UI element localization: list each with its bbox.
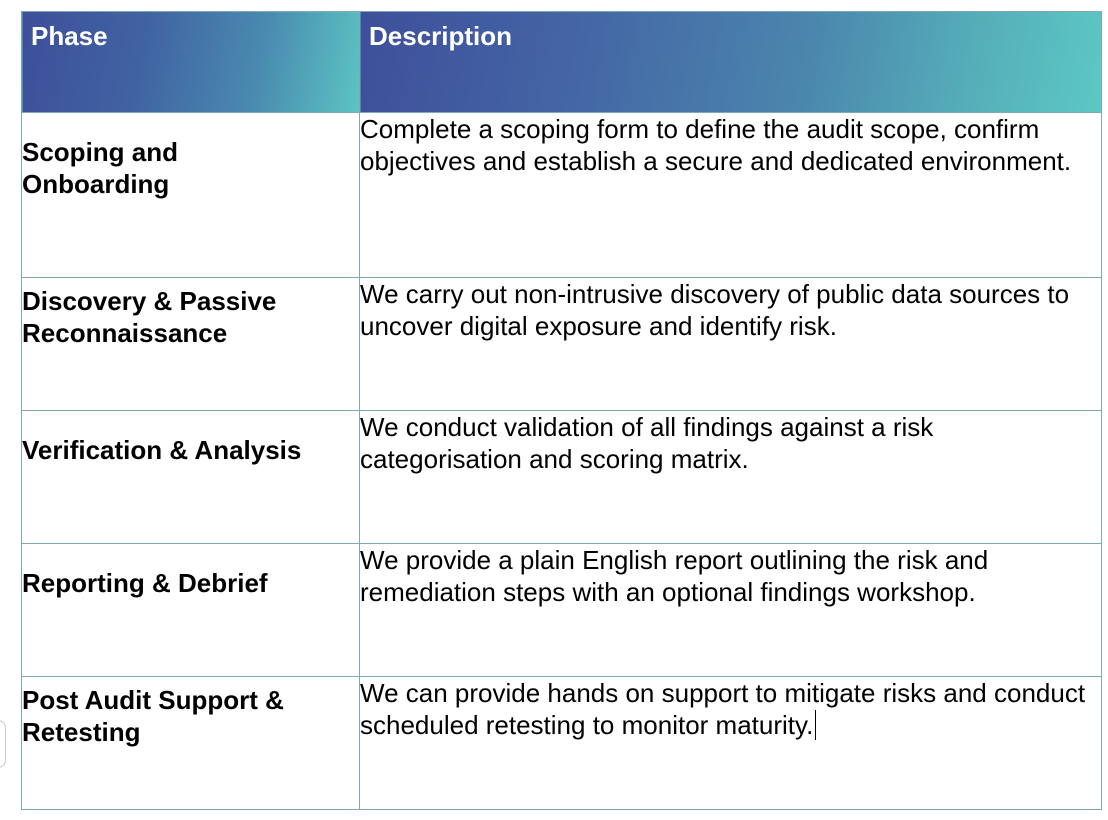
- phase-cell[interactable]: [22, 278, 360, 411]
- description-text: Complete a scoping form to define the audit scope, confirm objectives and establish a secure and dedicated environment.: [360, 114, 1072, 176]
- phase-name-line-2: Onboarding: [22, 169, 170, 199]
- description-cell[interactable]: [360, 544, 1102, 677]
- header-phase[interactable]: Phase: [22, 12, 360, 113]
- header-description[interactable]: Description: [360, 12, 1102, 113]
- phase-name: Reporting & Debrief: [22, 568, 268, 598]
- phase-name-line-1: Discovery & Passive: [22, 286, 277, 316]
- text-cursor: [815, 710, 816, 740]
- phase-name-line-2: Retesting: [22, 717, 141, 747]
- table-header-row: [22, 12, 1102, 113]
- phase-cell[interactable]: [22, 113, 360, 278]
- table-row: [22, 544, 1102, 677]
- phase-cell[interactable]: [22, 411, 360, 544]
- table-row: [22, 113, 1102, 278]
- description-cell[interactable]: [360, 278, 1102, 411]
- table-row: [22, 677, 1102, 810]
- phase-name-line-1: Scoping and: [22, 137, 178, 167]
- table-row: [22, 278, 1102, 411]
- description-text: We carry out non-intrusive discovery of public data sources to uncover digital exposure and identify risk.: [360, 279, 1070, 341]
- description-cell[interactable]: [360, 113, 1102, 278]
- table-row: [22, 411, 1102, 544]
- phase-cell[interactable]: [22, 544, 360, 677]
- description-text: We provide a plain English report outlining the risk and remediation steps with an optional findings workshop.: [360, 545, 989, 607]
- description-cell[interactable]: [360, 411, 1102, 544]
- phase-name: Verification & Analysis: [22, 435, 302, 465]
- description-cell[interactable]: [360, 677, 1102, 810]
- side-panel-handle[interactable]: [0, 720, 6, 768]
- phase-cell[interactable]: [22, 677, 360, 810]
- phase-name-line-1: Post Audit Support &: [22, 685, 284, 715]
- audit-phases-table: [21, 11, 1102, 810]
- description-text: We can provide hands on support to mitigate risks and conduct scheduled retesting to monitor maturity.: [360, 678, 1086, 740]
- description-text: We conduct validation of all findings against a risk categorisation and scoring matrix.: [360, 412, 934, 474]
- phase-name-line-2: Reconnaissance: [22, 318, 228, 348]
